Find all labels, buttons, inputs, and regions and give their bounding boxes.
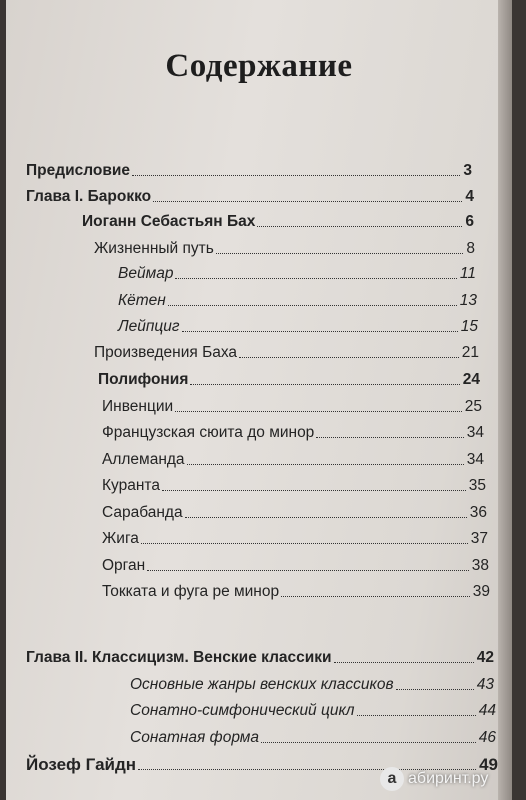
toc-entry xyxy=(102,475,486,495)
toc-entry xyxy=(98,369,480,389)
toc-entry-text: Жизненный путь xyxy=(94,240,214,257)
toc-entry-text: Орган xyxy=(102,557,146,574)
toc-entry xyxy=(102,502,487,522)
toc-entry-text: Лейпциг xyxy=(118,318,180,335)
toc-entry-text: Глава II. Классицизм. Венские классики xyxy=(26,649,332,666)
toc-entry-page: 34 xyxy=(466,424,484,441)
toc-entry-page: 13 xyxy=(459,292,477,309)
toc-entry-page: 38 xyxy=(471,557,489,574)
toc-entry xyxy=(102,449,484,469)
toc-entry xyxy=(82,211,474,231)
toc-entry-text: Глава I. Барокко xyxy=(26,188,152,205)
toc-entry-text: Французская сюита до минор xyxy=(102,424,315,441)
watermark-logo xyxy=(380,764,520,794)
toc-entry xyxy=(26,647,494,667)
toc-entry-text: Сонатно-симфонический цикл xyxy=(130,702,355,719)
toc-entry xyxy=(26,160,472,180)
toc-entry xyxy=(118,263,476,283)
toc-entry-page: 39 xyxy=(472,583,490,600)
toc-entry-text: Основные жанры венских классиков xyxy=(130,676,394,693)
toc-entry xyxy=(102,555,489,575)
toc-entry-page: 11 xyxy=(459,265,476,282)
book-page xyxy=(6,0,512,800)
toc-entry-text: Инвенции xyxy=(102,398,174,415)
toc-entry-text: Йозеф Гайдн xyxy=(26,755,137,774)
toc-entry-page: 44 xyxy=(478,702,496,719)
toc-entry-page: 25 xyxy=(464,398,482,415)
toc-entry xyxy=(130,700,496,720)
toc-entry-page: 46 xyxy=(478,729,496,746)
page-title: Содержание xyxy=(165,48,353,84)
toc-entry-page: 35 xyxy=(468,477,486,494)
toc-entry-page: 4 xyxy=(465,188,474,205)
toc-entry-page: 3 xyxy=(463,162,472,179)
toc-entry xyxy=(102,422,484,442)
toc-entry-page: 8 xyxy=(466,240,475,257)
toc-entry-page: 42 xyxy=(476,649,494,666)
toc-entry xyxy=(26,186,474,206)
toc-entry xyxy=(118,290,477,310)
toc-entry-text: Полифония xyxy=(98,371,189,388)
toc-entry xyxy=(102,528,488,548)
toc-entry xyxy=(102,396,482,416)
toc-entry-text: Аллеманда xyxy=(102,451,185,468)
toc-entry-text: Предисловие xyxy=(26,162,131,179)
toc-entry-page: 49 xyxy=(479,755,498,774)
page-edge xyxy=(498,0,512,800)
toc-entry-text: Кётен xyxy=(118,292,166,309)
toc-entry xyxy=(94,238,475,258)
toc-entry xyxy=(130,674,494,694)
toc-entry-page: 24 xyxy=(462,371,480,388)
toc-entry xyxy=(130,727,496,747)
toc-entry xyxy=(94,342,479,362)
toc-entry-page: 6 xyxy=(465,213,474,230)
toc-entry-page: 43 xyxy=(476,676,494,693)
labirint-logo-icon: a xyxy=(380,767,404,791)
toc-entry-text: Веймар xyxy=(118,265,174,282)
toc-entry-text: Сарабанда xyxy=(102,504,183,521)
toc-entry xyxy=(102,581,490,601)
toc-entry-page: 34 xyxy=(466,451,484,468)
toc-entry-text: Куранта xyxy=(102,477,160,494)
watermark-text: абиринт.ру xyxy=(408,770,489,787)
toc-entry-page: 21 xyxy=(461,344,479,361)
toc-entry-page: 15 xyxy=(460,318,478,335)
toc-entry-text: Жига xyxy=(102,530,139,547)
toc-entry xyxy=(118,316,478,336)
toc-entry-text: Токката и фуга ре минор xyxy=(102,583,280,600)
toc-entry-text: Сонатная форма xyxy=(130,729,260,746)
toc-entry-text: Иоганн Себастьян Бах xyxy=(82,213,256,230)
toc-entry-text: Произведения Баха xyxy=(94,344,238,361)
toc-entry-page: 37 xyxy=(470,530,488,547)
toc-entry-page: 36 xyxy=(469,504,487,521)
